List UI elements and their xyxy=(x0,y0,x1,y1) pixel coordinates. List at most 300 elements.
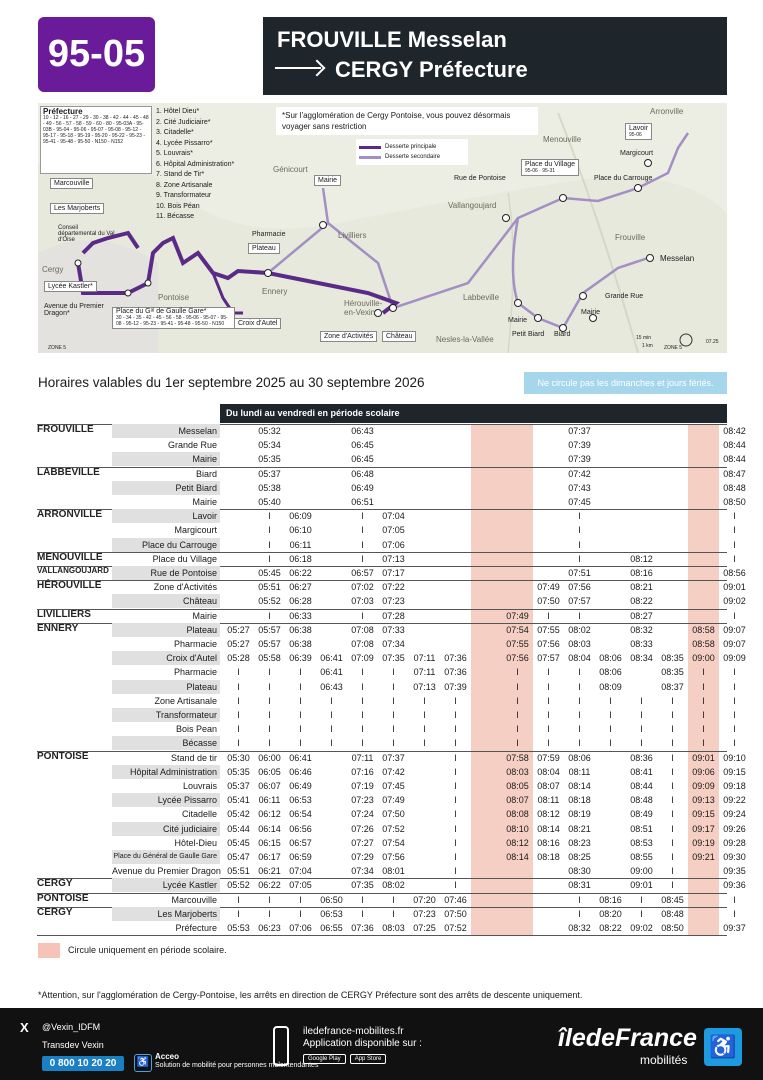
departure-time: 07:49 xyxy=(506,610,529,621)
city-name: MENOUVILLE xyxy=(37,551,103,563)
stop-name: Château xyxy=(112,594,220,608)
departure-time: 08:31 xyxy=(568,880,591,891)
stop-name: Messelan xyxy=(112,424,220,438)
map-town-genicourt: Génicourt xyxy=(273,165,308,174)
departure-time: 08:08 xyxy=(506,809,529,820)
departure-time: I xyxy=(299,681,302,692)
departure-time: I xyxy=(361,710,364,720)
departure-time: 06:54 xyxy=(289,809,312,820)
departure-time: I xyxy=(671,795,674,806)
departure-time: I xyxy=(547,610,550,621)
departure-time: I xyxy=(454,809,457,820)
departure-time: 07:37 xyxy=(568,426,591,436)
departure-time: I xyxy=(671,880,674,891)
departure-time: I xyxy=(640,908,643,919)
departure-time: I xyxy=(671,695,674,706)
map-town-ennery: Ennery xyxy=(262,287,288,296)
departure-time: 07:46 xyxy=(444,894,467,905)
timetable-row xyxy=(37,822,746,836)
ear-icon: ♿ xyxy=(134,1054,152,1072)
departure-time: 09:22 xyxy=(723,795,746,806)
timetable-row xyxy=(37,722,736,736)
map-town-nesles: Nesles-la-Vallée xyxy=(436,335,494,344)
stop-name: Margicourt xyxy=(174,525,217,536)
departure-time: 07:54 xyxy=(382,837,405,848)
departure-time: 09:07 xyxy=(723,624,746,635)
departure-time: I xyxy=(671,766,674,777)
scolaire-legend: Circule uniquement en période scolaire. xyxy=(68,945,227,955)
departure-time: 06:22 xyxy=(258,880,281,891)
departure-time: I xyxy=(516,667,519,678)
map-stop-grande-rue: Grande Rue xyxy=(605,293,644,300)
departure-time: 08:50 xyxy=(661,923,684,933)
stop-name: Place du Général de Gaulle Gare xyxy=(112,850,220,864)
departure-time: 09:17 xyxy=(692,823,715,834)
timetable-row xyxy=(37,424,746,438)
acceo-title: Acceo xyxy=(155,1052,180,1061)
timetable-heading: Du lundi au vendredi en période scolaire xyxy=(220,404,727,423)
departure-time: I xyxy=(578,908,581,919)
departure-time: 05:41 xyxy=(227,795,250,806)
map-stop-mairie-labbeville: Mairie xyxy=(508,317,528,324)
route-header xyxy=(263,17,727,95)
departure-time: 05:28 xyxy=(227,653,250,664)
numbered-stop: 2. Cité Judiciaire* xyxy=(156,118,211,126)
website-link[interactable]: iledefrance-mobilites.fr xyxy=(303,1026,404,1037)
map-zone-right: ZONE 5 xyxy=(664,345,683,351)
stop-name: Louvrais xyxy=(182,781,217,791)
app-store-badge[interactable]: App Store xyxy=(350,1054,387,1064)
departure-time: 07:49 xyxy=(537,582,560,593)
departure-time: I xyxy=(733,667,736,678)
departure-time: 07:02 xyxy=(351,582,374,593)
map-town-menouville: Menouville xyxy=(543,135,582,144)
departure-time: I xyxy=(702,724,705,735)
city-name: CERGY xyxy=(37,878,73,890)
departure-time: 05:51 xyxy=(258,582,281,593)
departure-time: 05:52 xyxy=(227,880,250,891)
map-stop-place-village-name: Place du Village xyxy=(525,161,576,168)
departure-time: 07:13 xyxy=(382,553,405,564)
departure-time: I xyxy=(392,894,395,905)
departure-time: I xyxy=(299,710,302,720)
departure-time: I xyxy=(671,752,674,763)
departure-time: I xyxy=(578,610,581,621)
map-stop-kastler: Lycée Kastler* xyxy=(44,281,97,292)
departure-time: I xyxy=(237,908,240,919)
departure-time: 06:51 xyxy=(351,497,374,507)
departure-time: 08:14 xyxy=(568,781,591,791)
departure-time: 07:52 xyxy=(382,823,405,834)
departure-time: 05:44 xyxy=(227,823,250,834)
departure-time: I xyxy=(671,866,674,877)
scolaire-swatch xyxy=(38,943,60,958)
timetable-row xyxy=(37,892,736,907)
departure-time: 06:43 xyxy=(320,681,343,692)
departure-time: 07:39 xyxy=(444,681,467,692)
departure-time: 07:35 xyxy=(382,653,405,664)
timetable-row xyxy=(37,637,746,651)
departure-time: I xyxy=(299,738,302,749)
timetable-row xyxy=(37,665,736,679)
departure-time: 08:20 xyxy=(599,908,622,919)
map-conseil: Conseil départemental du Val d'Oise xyxy=(58,225,115,243)
departure-time: 08:16 xyxy=(537,837,560,848)
departure-time: 07:05 xyxy=(382,525,405,536)
numbered-stop: 9. Transformateur xyxy=(156,192,212,199)
departure-time: I xyxy=(268,511,271,522)
timetable-row xyxy=(37,793,746,807)
departure-time: I xyxy=(516,724,519,735)
departure-time: I xyxy=(392,695,395,706)
departure-time: 08:41 xyxy=(630,766,653,777)
timetable-row xyxy=(37,906,736,921)
departure-time: 07:20 xyxy=(413,894,436,905)
timetable-row xyxy=(37,651,746,665)
departure-time: 07:16 xyxy=(351,766,374,777)
map-stop-lavoir xyxy=(625,123,652,140)
validity-period: Horaires valables du 1er septembre 2025 au 30 septembre 2026 xyxy=(38,375,425,390)
numbered-stop: 1. Hôtel Dieu* xyxy=(156,108,200,115)
prefecture-title: Préfecture xyxy=(43,107,83,116)
departure-time: I xyxy=(609,710,612,720)
map-stop-place-village xyxy=(521,159,579,176)
departure-time: 05:42 xyxy=(227,809,250,820)
departure-time: I xyxy=(268,738,271,749)
departure-time: 06:48 xyxy=(351,468,374,479)
departure-time: 06:07 xyxy=(258,781,281,791)
departure-time: I xyxy=(516,681,519,692)
departure-time: I xyxy=(392,710,395,720)
departure-time: I xyxy=(268,667,271,678)
departure-time: 06:21 xyxy=(258,866,281,877)
map-stop-gaulle-lines: 30 - 34 - 35 - 42 - 45 - 56 - 58 - 95-06 - 95-07 - 95-08 - 95-12 - 95-23 - 95-41 - 95-48 - 95-50 - N150 xyxy=(116,315,228,327)
departure-time: 07:25 xyxy=(413,923,436,933)
arrow-right-icon xyxy=(275,67,321,69)
map-stop-zone-activites: Zone d'Activités xyxy=(320,331,377,342)
stop-name: Hôtel-Dieu xyxy=(174,837,217,848)
timetable-row xyxy=(37,538,736,552)
timetable-row xyxy=(37,452,746,466)
departure-time: I xyxy=(640,695,643,706)
departure-time: 06:39 xyxy=(289,653,312,664)
departure-time: 06:09 xyxy=(289,511,312,522)
stop-name: Marcouville xyxy=(171,894,217,905)
departure-time: 06:17 xyxy=(258,852,281,862)
map-stop-gaulle-name: Place du Gᵃˡ de Gaulle Gare* xyxy=(116,308,207,315)
departure-time: 09:15 xyxy=(692,809,715,820)
departure-time: 08:44 xyxy=(723,454,746,465)
departure-time: 06:14 xyxy=(258,823,281,834)
timetable-row xyxy=(37,594,746,608)
numbered-stops-list xyxy=(156,107,268,223)
stop-name: Lavoir xyxy=(112,509,220,523)
departure-time: 07:36 xyxy=(444,667,467,678)
route-map xyxy=(38,103,727,353)
departure-time: 07:22 xyxy=(382,582,405,593)
map-scale: 1 km xyxy=(642,343,653,349)
departure-time: 07:11 xyxy=(351,752,374,763)
departure-time: I xyxy=(578,710,581,720)
departure-time: 08:03 xyxy=(568,639,591,649)
departure-time: I xyxy=(454,837,457,848)
map-date-code: 07.25 xyxy=(706,339,719,345)
departure-time: I xyxy=(392,908,395,919)
departure-time: 06:33 xyxy=(289,610,312,621)
departure-time: 06:12 xyxy=(258,809,281,820)
departure-time: 08:03 xyxy=(506,766,529,777)
departure-time: I xyxy=(454,738,457,749)
departure-time: I xyxy=(268,525,271,536)
departure-time: I xyxy=(268,681,271,692)
departure-time: 08:02 xyxy=(382,880,405,891)
departure-time: I xyxy=(702,710,705,720)
timetable-row xyxy=(37,750,746,765)
departure-time: I xyxy=(361,894,364,905)
operator-name: Transdev Vexin xyxy=(42,1040,104,1050)
departure-time: 08:22 xyxy=(630,596,653,607)
departure-time: 07:34 xyxy=(351,866,374,877)
departure-time: 06:57 xyxy=(289,837,312,848)
legend-secondary: Desserte secondaire xyxy=(385,154,441,160)
departure-time: I xyxy=(268,724,271,735)
departure-time: 07:23 xyxy=(413,908,436,919)
departure-time: 08:58 xyxy=(692,639,715,649)
map-town-arronville: Arronville xyxy=(650,107,684,116)
departure-time: I xyxy=(361,724,364,735)
departure-time: I xyxy=(733,610,736,621)
departure-time: I xyxy=(671,724,674,735)
departure-time: 09:19 xyxy=(692,837,715,848)
no-sunday-notice: Ne circule pas les dimanches et jours fériés. xyxy=(524,372,727,394)
departure-time: I xyxy=(516,710,519,720)
departure-time: I xyxy=(268,908,271,919)
timetable-row xyxy=(37,566,746,580)
departure-time: I xyxy=(268,553,271,564)
departure-time: I xyxy=(578,894,581,905)
stop-name: Bécasse xyxy=(112,736,220,750)
departure-time: 08:04 xyxy=(568,653,591,664)
map-stop-margicourt: Margicourt xyxy=(620,150,654,157)
timetable-row xyxy=(37,680,736,694)
phone-number[interactable]: 0 800 10 20 20 xyxy=(42,1056,124,1071)
timetable-row xyxy=(37,495,746,509)
departure-time: 08:49 xyxy=(630,809,653,820)
timetable-row xyxy=(37,836,746,850)
departure-time: 07:50 xyxy=(382,809,405,820)
departure-time: I xyxy=(330,738,333,749)
departure-time: 07:58 xyxy=(506,752,529,763)
stop-name: Transformateur xyxy=(112,708,220,722)
departure-time: I xyxy=(454,752,457,763)
departure-time: 06:23 xyxy=(258,923,281,933)
departure-time: I xyxy=(671,738,674,749)
numbered-stop: 3. Citadelle* xyxy=(156,129,194,136)
departure-time: I xyxy=(640,710,643,720)
departure-time: 07:56 xyxy=(506,653,529,664)
timetable-row xyxy=(37,580,746,594)
departure-time: I xyxy=(671,809,674,820)
departure-time: I xyxy=(330,710,333,720)
stop-name: Grande Rue xyxy=(167,440,217,451)
departure-time: 08:44 xyxy=(630,781,653,791)
departure-time: I xyxy=(578,667,581,678)
departure-time: 09:01 xyxy=(723,582,746,593)
map-town-cergy: Cergy xyxy=(42,265,64,274)
stop-name: Petit Biard xyxy=(112,481,220,495)
stop-name: Place du Carrouge xyxy=(112,538,220,552)
departure-time: I xyxy=(392,681,395,692)
departure-time: 05:35 xyxy=(258,454,281,465)
departure-time: 07:52 xyxy=(444,923,467,933)
departure-time: I xyxy=(640,738,643,749)
departure-time: 06:38 xyxy=(289,639,312,649)
departure-time: I xyxy=(671,852,674,862)
departure-time: 05:57 xyxy=(258,624,281,635)
departure-time: 08:07 xyxy=(506,795,529,806)
idfm-logo: îledeFrance xyxy=(558,1024,697,1052)
map-legend xyxy=(356,139,468,165)
smartphone-icon xyxy=(273,1026,289,1066)
departure-time: 08:36 xyxy=(630,752,653,763)
departure-time: 07:23 xyxy=(351,795,374,806)
departure-time: I xyxy=(361,539,364,550)
departure-time: I xyxy=(423,738,426,749)
stop-name: Les Marjoberts xyxy=(112,907,220,921)
departure-time: 05:27 xyxy=(227,639,250,649)
stop-name: Lycée Kastler xyxy=(112,878,220,892)
departure-time: 07:34 xyxy=(382,639,405,649)
departure-time: 06:59 xyxy=(289,852,312,862)
departure-time: 08:48 xyxy=(723,482,746,493)
map-stop-place-village-lines: 95-06 · 95-31 xyxy=(525,168,556,174)
map-stop-biard: Biard xyxy=(554,331,571,338)
map-stop-pharmacie: Pharmacie xyxy=(252,231,286,238)
city-name: VALLANGOUJARD xyxy=(37,566,109,575)
departure-time: 06:11 xyxy=(258,795,281,806)
departure-time: I xyxy=(330,724,333,735)
departure-time: 07:39 xyxy=(568,454,591,465)
departure-time: I xyxy=(454,795,457,806)
departure-time: 08:10 xyxy=(506,823,529,834)
departure-time: 09:07 xyxy=(723,639,746,649)
departure-time: I xyxy=(299,894,302,905)
map-stop-plateau: Plateau xyxy=(248,243,280,254)
numbered-stop: 4. Lycée Pissarro* xyxy=(156,139,213,147)
map-town-pontoise: Pontoise xyxy=(158,293,190,302)
departure-time: 07:56 xyxy=(537,639,560,649)
departure-time: 08:07 xyxy=(537,781,560,791)
city-name: LIVILLIERS xyxy=(37,608,91,620)
departure-time: 05:45 xyxy=(227,837,250,848)
departure-time: 05:40 xyxy=(258,497,281,507)
map-stop-avenue: Avenue du Premier Dragon* xyxy=(44,303,104,317)
timetable-row xyxy=(37,622,746,637)
departure-time: I xyxy=(237,894,240,905)
timetable-row xyxy=(37,481,746,495)
departure-time: 08:30 xyxy=(568,866,591,877)
departure-time: I xyxy=(733,539,736,550)
departure-time: I xyxy=(671,710,674,720)
departure-time: 08:12 xyxy=(506,837,529,848)
map-stop-place-carrouge: Place du Carrouge xyxy=(594,175,653,182)
departure-time: 06:28 xyxy=(289,596,312,607)
departure-time: I xyxy=(454,781,457,791)
departure-time: I xyxy=(268,894,271,905)
stop-name: Cité judiciaire xyxy=(112,822,220,836)
departure-time: 08:12 xyxy=(630,553,653,564)
map-stop-chateau: Château xyxy=(382,331,416,342)
departure-time: 05:58 xyxy=(258,653,281,664)
departure-time: 09:35 xyxy=(723,866,746,877)
departure-time: 05:57 xyxy=(258,639,281,649)
departure-time: 06:57 xyxy=(351,568,374,578)
departure-time: 06:49 xyxy=(351,482,374,493)
city-name: HÉROUVILLE xyxy=(37,580,102,592)
departure-time: 08:51 xyxy=(630,823,653,834)
departure-time: I xyxy=(578,724,581,735)
idfm-logo-mobilites: mobilités xyxy=(640,1053,688,1067)
departure-time: 08:16 xyxy=(599,894,622,905)
departure-time: 08:06 xyxy=(599,667,622,678)
departure-time: 08:16 xyxy=(630,568,653,578)
timetable-row xyxy=(37,864,746,878)
numbered-stop: 11. Bécasse xyxy=(156,213,195,220)
stop-name: Mairie xyxy=(192,610,217,621)
departure-time: 09:13 xyxy=(692,795,715,806)
timetable-row xyxy=(37,878,746,892)
departure-time: 08:23 xyxy=(568,837,591,848)
departure-time: I xyxy=(361,681,364,692)
social-handle[interactable]: @Vexin_IDFM xyxy=(42,1022,101,1032)
map-town-herouville: Hérouville-en-Vexin xyxy=(344,299,383,317)
departure-time: I xyxy=(454,695,457,706)
departure-time: I xyxy=(361,695,364,706)
departure-time: I xyxy=(237,667,240,678)
stop-name: Citadelle xyxy=(181,809,217,820)
map-stop-croix: Croix d'Autel xyxy=(234,318,281,329)
city-name: FROUVILLE xyxy=(37,424,94,435)
map-town-frouville: Frouville xyxy=(615,233,646,242)
departure-time: I xyxy=(361,610,364,621)
departure-time: 07:37 xyxy=(382,752,405,763)
route-origin: FROUVILLE Messelan xyxy=(277,27,507,52)
departure-time: 09:26 xyxy=(723,823,746,834)
stop-name: Hôpital Administration xyxy=(112,765,220,779)
timetable-row xyxy=(37,736,736,750)
app-stores xyxy=(303,1054,386,1064)
stop-name: Préfecture xyxy=(175,923,217,933)
map-stop-lavoir-lines: 95-06 xyxy=(629,132,642,138)
departure-time: 06:05 xyxy=(258,766,281,777)
departure-time: 08:32 xyxy=(630,624,653,635)
map-walk-time: 15 min xyxy=(636,335,652,341)
departure-time: 08:58 xyxy=(692,624,715,635)
departure-time: 09:02 xyxy=(630,923,653,933)
departure-time: 07:39 xyxy=(568,440,591,451)
stop-name: Rue de Pontoise xyxy=(112,566,220,580)
city-name: PONTOISE xyxy=(37,892,89,904)
google-play-badge[interactable]: Google Play xyxy=(303,1054,346,1064)
departure-time: I xyxy=(454,866,457,877)
departure-time: I xyxy=(361,553,364,564)
departure-time: I xyxy=(733,908,736,919)
stop-name: Stand de tir xyxy=(170,752,217,763)
departure-time: 07:55 xyxy=(537,624,560,635)
departure-time: 08:21 xyxy=(568,823,591,834)
departure-time: 05:37 xyxy=(227,781,250,791)
departure-time: 07:33 xyxy=(382,624,405,635)
